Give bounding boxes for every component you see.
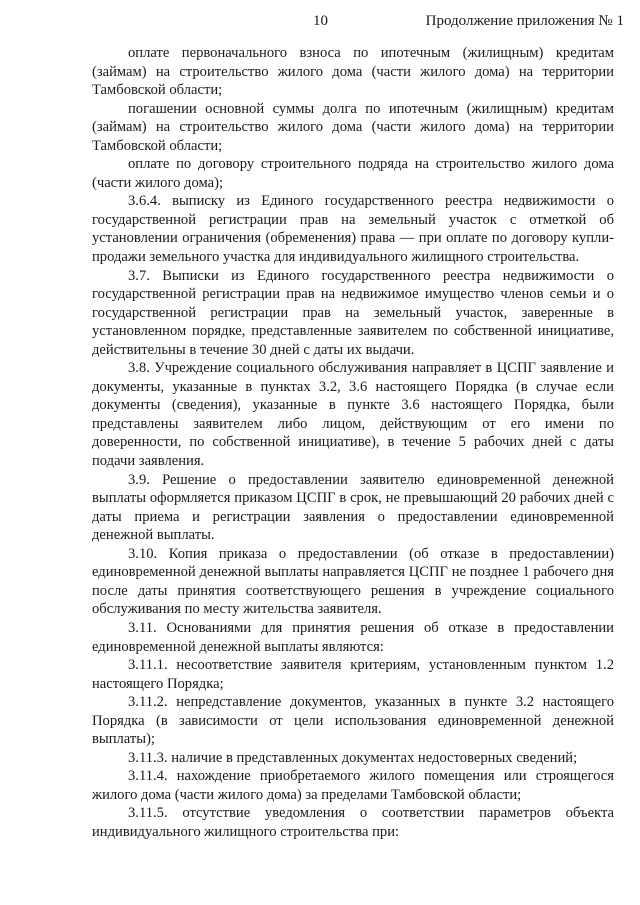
paragraph-3-6-4: 3.6.4. выписку из Единого государственного реестра недвижимости о государственной регистрации прав на земельный участок с отметкой об установлении ограничения (обременения) права — при оплате по договору купли-продажи земельного участка для индивидуального жилищного строительства. bbox=[92, 193, 614, 266]
paragraph-3-11-4: 3.11.4. нахождение приобретаемого жилого помещения или строящегося жилого дома (части жилого дома) за пределами Тамбовской области; bbox=[92, 768, 614, 803]
paragraph-down-payment: оплате первоначального взноса по ипотечным (жилищным) кредитам (займам) на строительство жилого дома (части жилого дома) на территории Тамбовской области; bbox=[92, 45, 614, 99]
paragraph-3-11-1: 3.11.1. несоответствие заявителя критериям, установленным пунктом 1.2 настоящего Порядка; bbox=[92, 657, 614, 692]
paragraph-construction-contract: оплате по договору строительного подряда на строительство жилого дома (части жилого дома); bbox=[92, 156, 614, 191]
document-body bbox=[92, 44, 614, 842]
paragraph-3-11-2: 3.11.2. непредставление документов, указанных в пункте 3.2 настоящего Порядка (в зависимости от цели использования единовременной денежной выплаты); bbox=[92, 694, 614, 748]
paragraph-principal-repayment: погашении основной суммы долга по ипотечным (жилищным) кредитам (займам) на строительство жилого дома (части жилого дома) на территории Тамбовской области; bbox=[92, 100, 614, 154]
paragraph-3-7: 3.7. Выписки из Единого государственного реестра недвижимости о государственной регистрации прав на недвижимое имущество членов семьи и о государственной регистрации прав на земельный участок, заверенные в установленном порядке, представленные заявителем по собственной инициативе, действительны в течение 30 дней с даты их выдачи. bbox=[92, 267, 614, 358]
page-header bbox=[0, 13, 640, 35]
page-number: 10 bbox=[313, 13, 328, 29]
paragraph-3-10: 3.10. Копия приказа о предоставлении (об отказе в предоставлении) единовременной денежной выплаты направляется ЦСПГ не позднее 1 рабочего дня после даты принятия соответствующего решения в учреждение социального обслуживания по месту жительства заявителя. bbox=[92, 545, 614, 618]
paragraph-3-9: 3.9. Решение о предоставлении заявителю единовременной денежной выплаты оформляется приказом ЦСПГ в срок, не превышающий 20 рабочих дней с даты приема и регистрации заявления о предоставлении единовременной денежной выплаты. bbox=[92, 471, 614, 544]
appendix-continuation-label: Продолжение приложения № 1 bbox=[425, 13, 624, 29]
paragraph-3-8: 3.8. Учреждение социального обслуживания направляет в ЦСПГ заявление и документы, указанные в пунктах 3.2, 3.6 настоящего Порядка (в случае если документы (сведения), указанные в пункте 3.6 настоящего Порядка, были представлены заявителем либо лицом, действующим от его имени по доверенности, по собственной инициативе), в течение 5 рабочих дней с даты подачи заявления. bbox=[92, 360, 614, 470]
paragraph-3-11: 3.11. Основаниями для принятия решения об отказе в предоставлении единовременной денежной выплаты являются: bbox=[92, 619, 614, 655]
paragraph-3-11-3: 3.11.3. наличие в представленных документах недостоверных сведений; bbox=[128, 749, 578, 766]
paragraph-3-11-5: 3.11.5. отсутствие уведомления о соответствии параметров объекта индивидуального жилищного строительства при: bbox=[92, 805, 614, 840]
